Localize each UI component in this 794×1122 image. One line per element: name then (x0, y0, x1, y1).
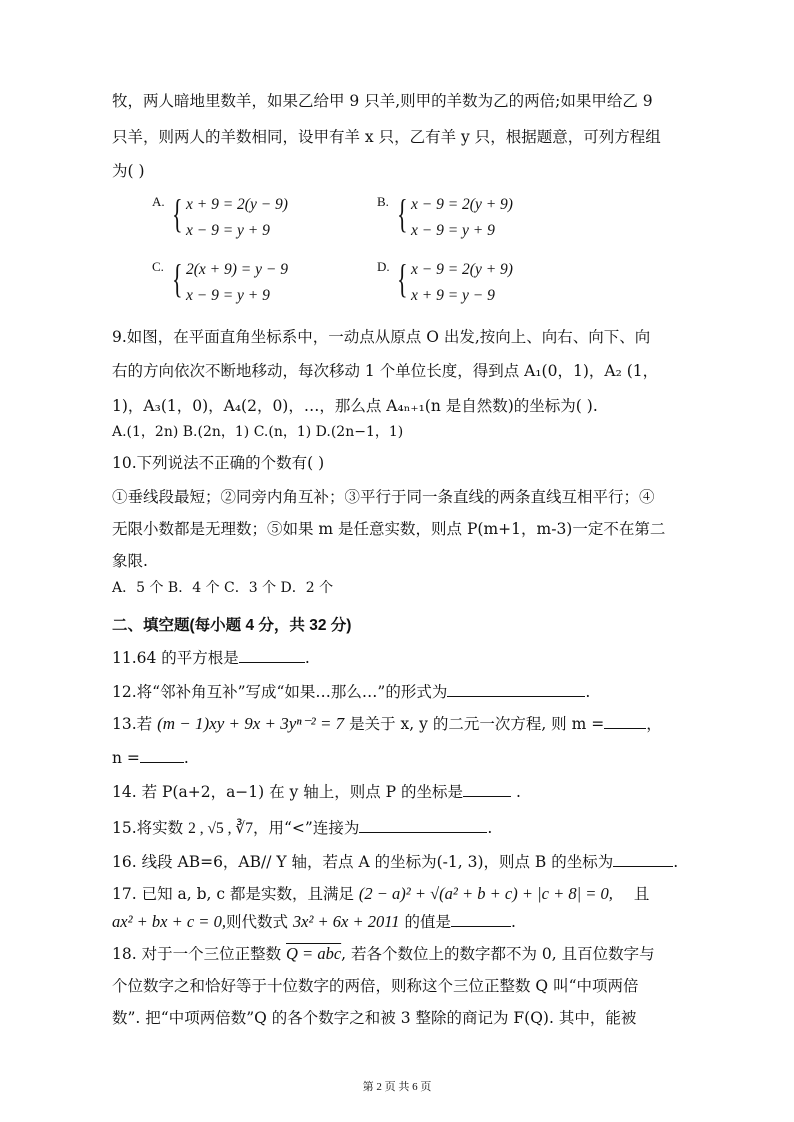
q8-line-2: 只羊，则两人的羊数相同，设甲有羊 x 只，乙有羊 y 只，根据题意，可列方程组 (112, 128, 661, 146)
q17-line-2: ax² + bx + c = 0,则代数式 3x² + 6x + 2011 的值是 . (112, 912, 516, 931)
q17-line-1: 17. 已知 a, b, c 都是实数，且满足 (2 − a)² + √(a² + b + c) + |c + 8| = 0, 且 (112, 884, 650, 903)
option-b-label: B. (377, 194, 389, 209)
q10-line-2: ①垂线段最短；②同旁内角互补；③平行于同一条直线的两条直线互相平行；④ (112, 488, 655, 506)
q15-numbers: 2 , √5 , ∛7 (188, 820, 253, 837)
answer-blank (140, 748, 184, 763)
q18-line-2: 个位数字之和恰好等于十位数字的两倍，则称这个三位正整数 Q 叫“中项两倍 (112, 977, 639, 995)
q17-equation: ax² + bx + c = 0, (112, 912, 226, 931)
q10-options: A．5 个 B．4 个 C．3 个 D．2 个 (112, 580, 334, 596)
answer-blank (451, 912, 511, 927)
brace-icon: { (397, 191, 408, 236)
q8-line-1: 牧，两人暗地里数羊，如果乙给甲 9 只羊,则甲的羊数为乙的两倍;如果甲给乙 9 (112, 92, 653, 110)
q18-q-def: Q = abc (286, 944, 342, 963)
q10-line-4: 象限. (112, 552, 148, 570)
q12: 12.将“邻补角互补”写成“如果…那么…”的形式为 . (112, 683, 591, 701)
option-a-label: A. (152, 194, 165, 209)
q17-condition: (2 − a)² + √(a² + b + c) + |c + 8| = 0, (358, 884, 613, 903)
answer-blank (239, 648, 305, 663)
answer-blank (613, 852, 673, 867)
section-heading: 二、填空题(每小题 4 分，共 32 分) (112, 617, 352, 634)
q16: 16. 线段 AB=6，AB// Y 轴，若点 A 的坐标为(-1, 3)，则点 B 的坐标为 . (112, 853, 679, 871)
brace-icon: { (172, 256, 183, 301)
answer-blank (604, 714, 646, 729)
q10-line-3: 无限小数都是无理数；⑤如果 m 是任意实数，则点 P(m+1，m-3)一定不在第二 (112, 520, 666, 538)
q18-line-1: 18. 对于一个三位正整数 Q = abc, 若各个数位上的数字都不为 0, 且百位数字与 (112, 944, 655, 963)
q18-line-3: 数”. 把“中项两倍数”Q 的各个数字之和被 3 整除的商记为 F(Q). 其中，能被 (112, 1009, 637, 1027)
option-d-label: D. (377, 259, 390, 274)
q17-expression: 3x² + 6x + 2011 (292, 912, 400, 931)
q15: 15.将实数 2 , √5 , ∛7，用“<”连接为 . (112, 819, 493, 837)
q9-options: A.(1，2n) B.(2n，1) C.(n，1) D.(2n−1，1) (112, 424, 404, 440)
q13: 13.若 (m − 1)xy + 9x + 3yⁿ⁻² = 7 是关于 x, y 的二元一次方程, 则 m = ， (112, 714, 662, 733)
brace-icon: { (397, 256, 408, 301)
q10-line-1: 10.下列说法不正确的个数有( ) (112, 454, 325, 472)
answer-blank (463, 782, 511, 797)
q13-equation: (m − 1)xy + 9x + 3yⁿ⁻² = 7 (157, 714, 345, 733)
answer-blank (359, 818, 487, 833)
q8-line-3: 为( ) (112, 162, 145, 180)
option-c-label: C. (152, 259, 164, 274)
q9-line-1: 9.如图，在平面直角坐标系中，一动点从原点 O 出发,按向上、向右、向下、向 (112, 328, 651, 346)
answer-blank (447, 682, 585, 697)
page-footer: 第 2 页 共 6 页 (362, 1081, 432, 1093)
q13-n: n = . (112, 749, 189, 767)
q11: 11.64 的平方根是 . (112, 649, 310, 667)
brace-icon: { (172, 191, 183, 236)
q9-line-2: 右的方向依次不断地移动，每次移动 1 个单位长度，得到点 A₁(0，1)，A₂ (1， (112, 362, 659, 380)
q9-line-3: 1)，A₃(1，0)，A₄(2，0)，…，那么点 A₄ₙ₊₁(n 是自然数)的坐标为( ). (112, 397, 598, 415)
q14: 14. 若 P(a+2，a−1) 在 y 轴上，则点 P 的坐标是 . (112, 783, 521, 801)
